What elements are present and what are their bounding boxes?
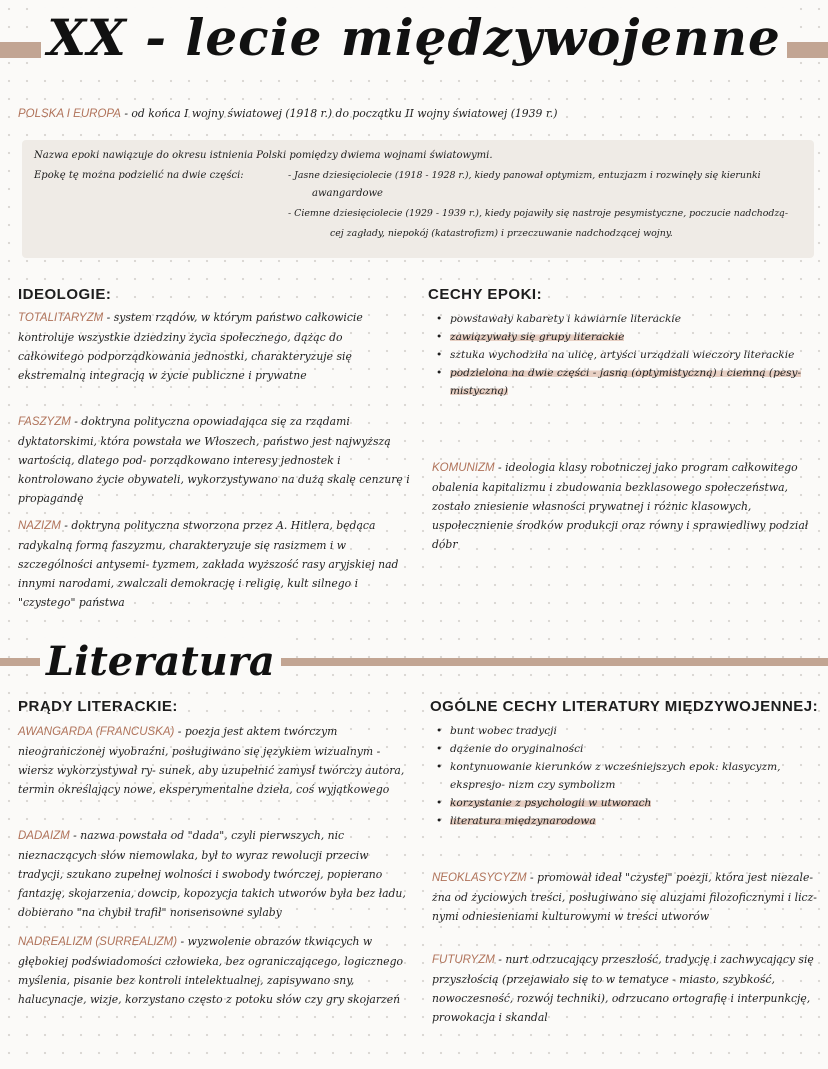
- dadaizm-para: [18, 826, 410, 922]
- cechy-list: [432, 310, 818, 400]
- faszyzm-para: [18, 412, 410, 508]
- highlighted-text: podzielona na dwie części - jasną (optymistyczną) i ciemną (pesy- mistyczną): [450, 367, 802, 397]
- futuryzm-term: FUTURYZM: [432, 954, 495, 966]
- neoklasycyzm-text: - promował ideał "czystej" poezji, która jest niezale- żna od życiowych treści, posługiwano się aluzjami filozoficznymi i licz- nymi odniesieniami kulturowymi w treści utworów: [432, 871, 817, 923]
- box-part2a: - Ciemne dziesięciolecie (1929 - 1939 r.), kiedy pojawiły się nastroje pesymistyczne, poczucie nadchodzą-: [288, 208, 789, 219]
- box-line-1: Nazwa epoki nawiązuje do okresu istnienia Polski pomiędzy dwiema wojnami światowymi.: [34, 150, 493, 161]
- list-item: [432, 364, 818, 400]
- nadrealizm-para: [18, 932, 410, 1009]
- totalitaryzm-text: - system rządów, w którym państwo całkowicie kontroluje wszystkie dziedziny życia społecznego, dążąc do całkowitego podporządkowania jednostki, charakteryzuje się ekstremalną integracją w życie publiczne i prywatne: [18, 311, 363, 382]
- highlighted-text: zawiązywały się grupy literackie: [450, 331, 625, 343]
- list-item: • kontynuowanie kierunków z wcześniejszych epok: klasycyzm, ekspresjo- nizm czy symbolizm: [432, 758, 818, 794]
- dadaizm-text: - nazwa powstała od "dada", czyli pierwszych, nic nieznaczących słów niemowlaka, był to wyraz rewolucji przeciw tradycji, szukano zupełnej wolności i swobody twórczej, popierano fantazję, skojarzenia, dowcip, kopozycja takich utworów była bez ładu, dobierano "na chybił trafił" nonsensowne sylaby: [18, 829, 406, 919]
- faszyzm-term: FASZYZM: [18, 416, 71, 428]
- list-item: [432, 812, 818, 830]
- prady-header: PRĄDY LITERACKIE:: [18, 698, 178, 715]
- ideologie-header: IDEOLOGIE:: [18, 286, 112, 303]
- futuryzm-text: - nurt odrzucający przeszłość, tradycję i zachwycający się przyszłością (przejawiało się to w tematyce - miasto, szybkość, nowoczesność, rozwój techniki), odrzucano ortografię i interpunkcję, prowokacja i skandal: [432, 953, 814, 1024]
- dadaizm-term: DADAIZM: [18, 830, 70, 842]
- faszyzm-text: - doktryna polityczna opowiadająca się za rządami dyktatorskimi, która powstała we Włoszech, państwo jest najwyższą wartością, dlatego pod- porządkowano interesy jednostek i kontrolowano życie obywateli, wykorzystywano na dużą skalę cenzurę i propagandę: [18, 415, 410, 505]
- awangarda-term: AWANGARDA (FRANCUSKA): [18, 726, 175, 738]
- neoklasycyzm-term: NEOKLASYCYZM: [432, 872, 527, 884]
- box-part1a: - Jasne dziesięciolecie (1918 - 1928 r.), kiedy panował optymizm, entuzjazm i rozwinęły się kierunki: [288, 170, 761, 181]
- futuryzm-para: [432, 950, 818, 1027]
- komunizm-text: - ideologia klasy robotniczej jako program całkowitego obalenia kapitalizmu i zbudowania bezklasowego społeczeństwa, zostało zniesienie własności prywatnej i różnic klasowych, uspołecznienie środków produkcji oraz równy i sprawiedliwy podział dóbr: [432, 461, 809, 551]
- totalitaryzm-para: [18, 308, 410, 385]
- komunizm-term: KOMUNIZM: [432, 462, 495, 474]
- highlighted-text: korzystanie z psychologii w utworach: [450, 797, 652, 809]
- intro-term: POLSKA I EUROPA: [18, 108, 121, 120]
- nazizm-text: - doktryna polityczna stworzona przez A. Hitlera, będąca radykalną formą faszyzmu, charakteryzuje się rasizmem i w szczególności antysemi- tyzmem, zakłada wyższość rasy aryjskiej nad innymi narodami, zwalczali demokrację i religię, kult silnego i "czystego" państwa: [18, 519, 399, 609]
- page-title: XX - lecie międzywojenne: [0, 8, 828, 68]
- komunizm-para: [432, 458, 818, 554]
- intro-line: [18, 104, 818, 124]
- literatura-bar-left: [0, 658, 40, 666]
- list-item: [432, 328, 818, 346]
- intro-text: - od końca I wojny światowej (1918 r.) do początku II wojny światowej (1939 r.): [120, 107, 558, 120]
- totalitaryzm-term: TOTALITARYZM: [18, 312, 104, 324]
- ogolne-header: OGÓLNE CECHY LITERATURY MIĘDZYWOJENNEJ:: [430, 698, 819, 715]
- box-part2b: cej zagłady, niepokój (katastrofizm) i przeczuwanie nadchodzącej wojny.: [330, 228, 673, 239]
- nadrealizm-term: NADREALIZM (SURREALIZM): [18, 936, 178, 948]
- cechy-header: CECHY EPOKI:: [428, 286, 543, 303]
- neoklasycyzm-para: [432, 868, 818, 926]
- list-item: • powstawały kabarety i kawiarnie literackie: [432, 310, 818, 328]
- awangarda-text: - poezja jest aktem twórczym nieograniczonej wyobraźni, posługiwano się językiem wizualnym - wiersz wykorzystywał ry- sunek, aby uzupełnić zamysł twórczy autora, termin określający nowe, eksperymentalne dzieła, coś wyjątkowego: [18, 725, 405, 796]
- epoch-info-box: [22, 140, 814, 258]
- list-item: • bunt wobec tradycji: [432, 722, 818, 740]
- nazizm-term: NAZIZM: [18, 520, 61, 532]
- literatura-title: Literatura: [40, 638, 281, 686]
- box-line-2: Epokę tę można podzielić na dwie części:: [34, 170, 244, 181]
- list-item: • sztuka wychodziła na ulicę, artyści urządzali wieczory literackie: [432, 346, 818, 364]
- nadrealizm-text: - wyzwolenie obrazów tkwiących w głębokiej podświadomości człowieka, bez ograniczającego, logicznego myślenia, pisanie bez kontroli intelektualnej, zapisywano sny, halucynacje, wizje, korzystano często z potoku słów czy gry skojarzeń: [18, 935, 403, 1006]
- highlighted-text: literatura międzynarodowa: [450, 815, 596, 827]
- nazizm-para: [18, 516, 410, 612]
- box-part1b: awangardowe: [312, 188, 383, 199]
- list-item: • dążenie do oryginalności: [432, 740, 818, 758]
- literatura-bar-right: [226, 658, 828, 666]
- list-item: [432, 794, 818, 812]
- awangarda-para: [18, 722, 410, 799]
- ogolne-list: [432, 722, 818, 830]
